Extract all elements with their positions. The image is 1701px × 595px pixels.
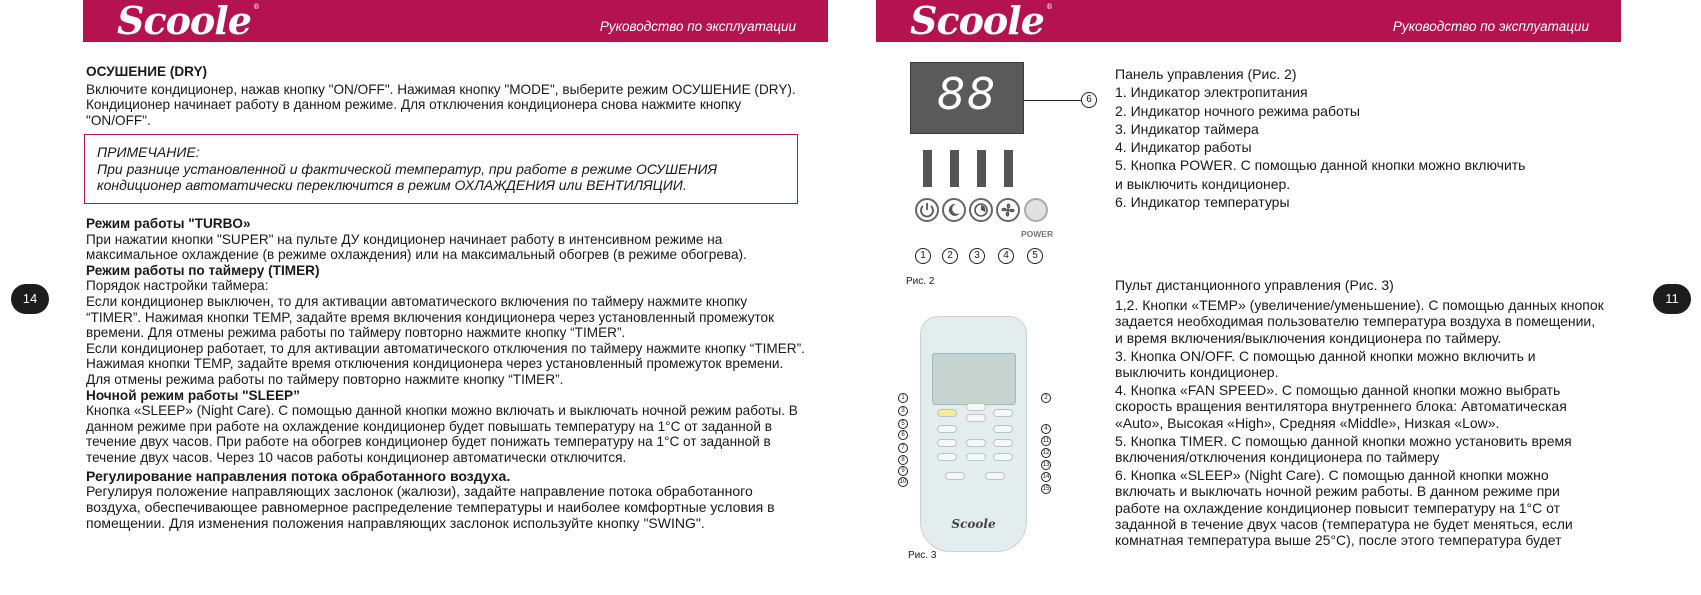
sleep-text: Кнопка «SLEEP» (Night Care). С помощью данной кнопки можно включать и выключать ночной режим работы. В данном режиме при работе на охлаждение кондиционер будет повышать температуру на 1°С от заданной в течение двух часов. При работе на обогрев кондиционер будет понижать температуру на 1°С от заданной в течение двух часов. Через 10 часов работы кондиционер автоматически отключится. <box>86 403 798 465</box>
page-number-right: 11 <box>1653 284 1691 314</box>
remote-control-image <box>920 316 1027 552</box>
power-label: POWER <box>1021 229 1054 239</box>
indicator-bar-2 <box>950 150 959 187</box>
remote-callout: 9 <box>898 466 908 476</box>
brand-logo: Scoole ® <box>117 0 259 43</box>
note-text: При разнице установленной и фактической температур, при работе в режиме ОСУШЕНИЯ кондиционер автоматически переключится в режим ОХЛАЖДЕНИЯ или ВЕНТИЛЯЦИИ. <box>97 160 718 193</box>
callout-1: 1 <box>915 248 931 264</box>
remote-button <box>993 453 1013 461</box>
moon-icon <box>942 198 966 222</box>
brand-logo: Scoole ® <box>910 0 1052 43</box>
sleep-heading: Ночной режим работы "SLEEP” <box>86 387 300 403</box>
remote-callout: 3 <box>898 406 908 416</box>
figure-3-caption: Рис. 3 <box>908 550 937 561</box>
remote-callout: 8 <box>898 455 908 465</box>
airflow-heading: Регулирование направления потока обработанного воздуха. <box>86 467 511 484</box>
remote-callout: 15 <box>1042 486 1050 492</box>
timer-heading: Режим работы по таймеру (TIMER) <box>86 262 320 278</box>
panel-legend-item: 3. Индикатор таймера <box>1115 120 1259 137</box>
remote-legend-item: 5. Кнопка TIMER. С помощью данной кнопки можно установить время включения/отключения кондиционера по таймеру <box>1115 432 1572 466</box>
remote-brand-logo: Scoole <box>951 517 996 531</box>
dry-text: Включите кондиционер, нажав кнопку "ON/OFF". Нажимая кнопку "MODE", выберите режим ОСУШЕНИЕ (DRY). Кондиционер начинает работу в данном режиме. Для отключения кондиционера снова нажмите кнопку "ON/OFF". <box>86 81 796 128</box>
remote-button <box>937 453 957 461</box>
callout-5: 5 <box>1027 248 1043 264</box>
remote-button <box>966 414 986 422</box>
note-box <box>84 134 798 204</box>
remote-legend-item: 4. Кнопка «FAN SPEED». С помощью данной кнопки можно выбрать скорость вращения вентилятора внутреннего блока: Автоматическая «Auto», Высокая «High», Средняя «Middle», Низкая «Low». <box>1115 382 1567 431</box>
callout-2: 2 <box>942 248 958 264</box>
timer-off-text: Если кондиционер работает, то для активации автоматического отключения по таймеру нажмите кнопку “TIMER”. Нажимая кнопки TEMP, задайте время отключения кондиционера через установленный промежуток времени. Для отмены режима работы по таймеру повторно нажмите кнопку “TIMER”. <box>86 340 805 387</box>
remote-callout: 11 <box>1042 438 1050 444</box>
remote-button <box>937 425 957 433</box>
remote-legend-title: Пульт дистанционного управления (Рис. 3) <box>1115 277 1394 293</box>
remote-lcd <box>932 353 1016 405</box>
remote-button <box>966 453 986 461</box>
remote-button <box>937 409 957 417</box>
manual-subtitle: Руководство по эксплуатации <box>1392 19 1589 34</box>
clock-icon <box>969 198 993 222</box>
remote-legend <box>1115 277 1605 550</box>
page-number-left: 14 <box>11 284 49 314</box>
manual-subtitle: Руководство по эксплуатации <box>599 19 796 34</box>
remote-button <box>985 472 1005 480</box>
panel-legend-item: 1. Индикатор электропитания <box>1115 84 1308 101</box>
turbo-text: При нажатии кнопки "SUPER" на пульте ДУ кондиционер начинает работу в интенсивном режиме на максимальное охлаждение (в режиме охлаждения) или на максимальный обогрев (в режиме обогрева). <box>86 231 747 263</box>
callout-3: 3 <box>969 248 985 264</box>
power-icon <box>915 198 939 222</box>
remote-legend-item: 6. Кнопка «SLEEP» (Night Care). С помощью данной кнопки можно включать и выключать ночной режим работы. В данном режиме при работе на охлаждение кондиционер повысит температуру на 1°С от заданной в течение двух часов (температура не будет меняться, если комнатная температура выше 25°С), после этого температура будет <box>1115 467 1573 549</box>
panel-legend <box>1115 65 1605 211</box>
display-digits: 88 <box>937 69 997 120</box>
left-page-content <box>86 64 806 128</box>
panel-legend-item: 2. Индикатор ночного режима работы <box>1115 102 1360 119</box>
figure-2-caption: Рис. 2 <box>906 276 935 287</box>
remote-button <box>945 472 965 480</box>
panel-legend-item: 4. Индикатор работы <box>1115 139 1252 156</box>
remote-button <box>993 409 1013 417</box>
header-banner-right <box>876 0 1621 42</box>
panel-legend-item: 5. Кнопка POWER. С помощью данной кнопки можно включить <box>1115 157 1526 174</box>
remote-callout: 13 <box>1042 462 1050 468</box>
remote-callout: 6 <box>898 430 908 440</box>
remote-callout: 2 <box>1041 393 1051 403</box>
remote-callout: 12 <box>1042 450 1050 456</box>
timer-intro: Порядок настройки таймера: <box>86 278 269 294</box>
dry-heading: ОСУШЕНИЕ (DRY) <box>86 64 208 79</box>
remote-callout: 4 <box>1041 424 1051 434</box>
remote-callout: 1 <box>898 393 908 403</box>
remote-button <box>966 439 986 447</box>
remote-legend-item: 3. Кнопка ON/OFF. С помощью данной кнопки можно включить и выключить кондиционер. <box>1115 347 1536 381</box>
remote-legend-item: 1,2. Кнопки «TEMP» (увеличение/уменьшение). С помощью данных кнопок задается необходимая пользователю температура воздуха в помещении, и время включения/выключения кондиционера по таймеру. <box>1115 297 1604 346</box>
indicator-bar-3 <box>977 150 986 187</box>
remote-button <box>993 425 1013 433</box>
remote-callout: 7 <box>898 443 908 453</box>
indicator-bar-1 <box>923 150 932 187</box>
note-title: ПРИМЕЧАНИЕ: <box>97 144 200 160</box>
remote-callout: 10 <box>899 479 907 485</box>
panel-legend-item: 6. Индикатор температуры <box>1115 194 1290 211</box>
remote-callout: 5 <box>898 419 908 429</box>
callout-6: 6 <box>1081 92 1097 108</box>
remote-button <box>993 439 1013 447</box>
panel-legend-title: Панель управления (Рис. 2) <box>1115 66 1297 82</box>
turbo-heading: Режим работы "TURBO» <box>86 216 251 231</box>
remote-callout: 14 <box>1042 474 1050 480</box>
header-banner-left <box>83 0 828 42</box>
callout-4: 4 <box>998 248 1014 264</box>
panel-legend-item: и выключить кондиционер. <box>1115 175 1291 192</box>
timer-on-text: Если кондиционер выключен, то для активации автоматического включения по таймеру нажмите кнопку “TIMER”. Нажимая кнопки TEMP, задайте время включения кондиционера через установленный промежуток времени. Для отмены режима работы по таймеру повторно нажмите кнопку “TIMER”. <box>86 293 775 341</box>
indicator-bar-4 <box>1004 150 1013 187</box>
left-page-content-lower <box>86 216 806 531</box>
remote-button <box>937 439 957 447</box>
power-button[interactable] <box>1024 198 1048 222</box>
airflow-text: Регулируя положение направляющих заслонок (жалюзи), задайте направление потока обработанного воздуха, обеспечивающее равномерное распределение температуры и наиболее комфортные условия в помещении. Для изменения положения направляющих заслонок используйте кнопку "SWING". <box>86 483 775 531</box>
remote-button <box>966 403 986 411</box>
temperature-display <box>910 62 1024 134</box>
callout-line-6 <box>1024 100 1081 101</box>
fan-icon <box>996 198 1020 222</box>
